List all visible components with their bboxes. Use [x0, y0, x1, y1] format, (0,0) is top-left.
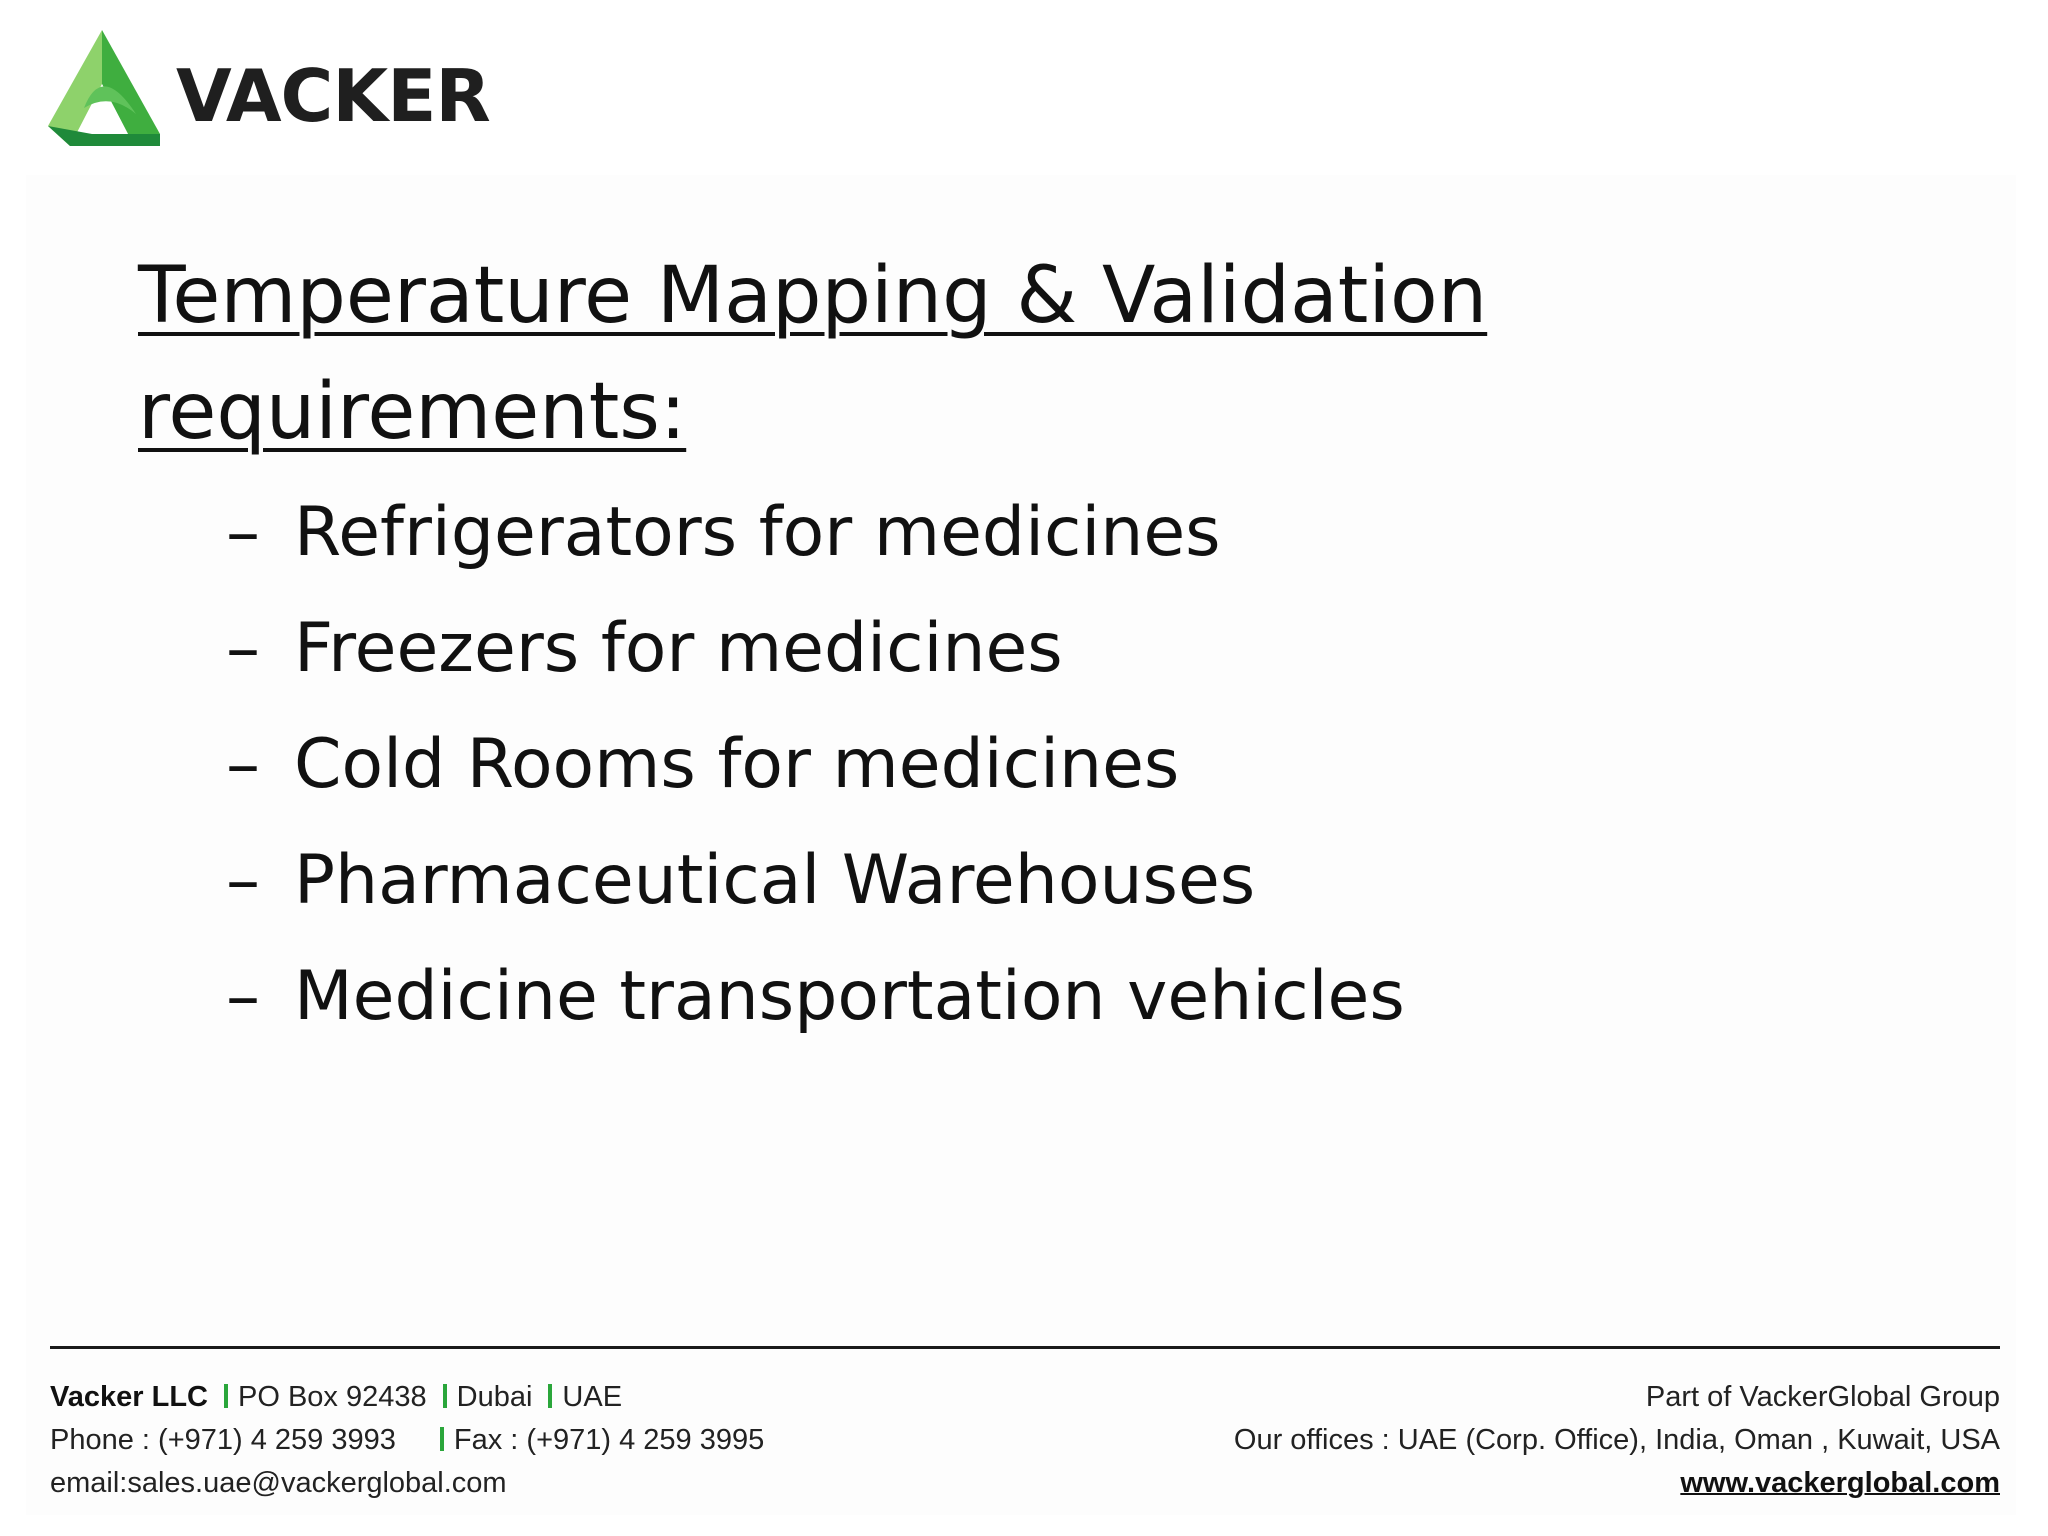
- list-item-text: Freezers for medicines: [294, 608, 1063, 688]
- country: UAE: [562, 1381, 623, 1413]
- phone-number: (+971) 4 259 3993: [158, 1424, 396, 1456]
- bullet-dash: –: [226, 492, 260, 572]
- list-item: [226, 938, 1405, 1054]
- bullet-dash: –: [226, 956, 260, 1036]
- phone-label: Phone :: [50, 1424, 150, 1456]
- company-logo: [40, 22, 490, 152]
- list-item: [226, 590, 1405, 706]
- office-locations: Our offices : UAE (Corp. Office), India, Oman , Kuwait, USA: [1233, 1424, 2000, 1456]
- separator-bar: [443, 1384, 447, 1408]
- footer-divider: [50, 1346, 2000, 1349]
- list-item-text: Refrigerators for medicines: [294, 492, 1221, 572]
- company-name: Vacker LLC: [50, 1381, 208, 1413]
- slide-title: Temperature Mapping & Validation requirements:: [138, 251, 1488, 457]
- list-item-text: Cold Rooms for medicines: [294, 724, 1180, 804]
- footer-phone-line: [50, 1419, 764, 1462]
- bullet-dash: –: [226, 608, 260, 688]
- po-box: PO Box 92438: [237, 1381, 427, 1413]
- vacker-triangle-logo-icon: [40, 22, 170, 152]
- footer-contact: [50, 1376, 764, 1505]
- list-item: [226, 706, 1405, 822]
- footer-group-info: [1234, 1376, 2000, 1505]
- separator-bar: [440, 1427, 444, 1451]
- website-link[interactable]: www.vackerglobal.com: [1680, 1467, 2000, 1499]
- fax-number: (+971) 4 259 3995: [526, 1424, 765, 1456]
- logo-wordmark: VACKER: [176, 54, 490, 138]
- fax-label: Fax :: [453, 1424, 519, 1456]
- bullet-dash: –: [226, 724, 260, 804]
- group-affiliation: Part of VackerGlobal Group: [1645, 1381, 2000, 1413]
- footer-email[interactable]: email:sales.uae@vackerglobal.com: [50, 1467, 507, 1499]
- city: Dubai: [456, 1381, 533, 1413]
- list-item: [226, 474, 1405, 590]
- separator-bar: [224, 1384, 228, 1408]
- separator-bar: [548, 1384, 552, 1408]
- list-item-text: Pharmaceutical Warehouses: [294, 840, 1256, 920]
- bullet-dash: –: [226, 840, 260, 920]
- requirements-list: [226, 474, 1405, 1054]
- list-item: [226, 822, 1405, 938]
- list-item-text: Medicine transportation vehicles: [294, 956, 1405, 1036]
- footer-address-line: [50, 1376, 764, 1419]
